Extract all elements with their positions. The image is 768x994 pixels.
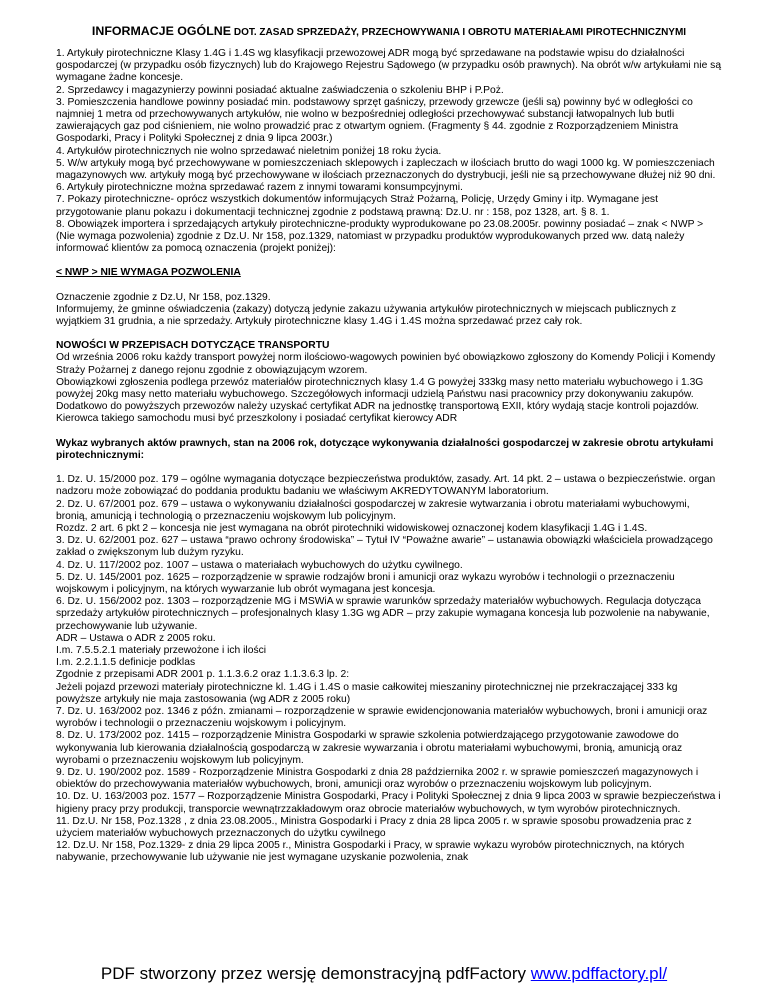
- title-rest: DOT. ZASAD SPRZEDAŻY, PRZECHOWYWANIA I OBROTU MATERIAŁAMI PIROTECHNICZNYMI: [233, 27, 687, 38]
- spacer: [56, 462, 722, 474]
- footer-link[interactable]: www.pdffactory.pl/: [530, 964, 668, 983]
- title-main: INFORMACJE OGÓLNE: [91, 24, 231, 38]
- acts-item: I.m. 2.2.1.1.5 definicje podklas: [56, 657, 196, 669]
- intro-item-1: 1. Artykuły pirotechniczne Klasy 1.4G i 1.4S wg klasyfikacji przewozowej ADR mogą być sprzedawane na podstawie wpisu do działalności gospodarczej (w przypadku osób fizycznych) lub do Krajowego Rejestru Sądowego (w przypadku osób prawnych). Na obrót w/w artykułami nie są wymagane żadne koncesje.: [56, 48, 722, 84]
- acts-list: [56, 474, 722, 865]
- acts-item: 9. Dz. U. 190/2002 poz. 1589 - Rozporządzenie Ministra Gospodarki z dnia 28 października 2002 r. w sprawie pomieszczeń magazynowych i obiektów do przechowywania materiałów wybuchowych, broni, amunicji oraz wyrobów o przeznaczeniu wojskowym lub policyjnym.: [56, 766, 699, 791]
- acts-item: 8. Dz. U. 173/2002 poz. 1415 – rozporządzenie Ministra Gospodarki w sprawie szkolenia potwierdzającego przygotowanie zawodowe do wykonywania lub kierowania działalnością gospodarczą w zakresie wywarzania i obrotu materiałami wybuchowymi, bronią, amunicją oraz wyrobami o przeznaczeniu wojskowym lub policyjnym.: [56, 730, 683, 766]
- intro-item-8: 8. Obowiązek importera i sprzedających artykuły pirotechniczne-produkty wyprodukowane po 23.08.2005r. powinny posiadać – znak < NWP >(Nie wymaga pozwolenia) zgodnie z Dz.U. Nr 158, poz.1329, natomiast w przypadku produktów wyprodukowanych przed ww. datą należy informować klientów za pomocą oznaczenia (projekt poniżej):: [56, 218, 704, 255]
- acts-item: Zgodnie z przepisami ADR 2001 p. 1.1.3.6.2 oraz 1.1.3.6.3 lp. 2:: [56, 669, 350, 681]
- spacer: [56, 255, 722, 267]
- transport-paragraph: Dodatkowo do powyższych przewozów należy uzyskać certyfikat ADR na jednostkę transportową EXII, który wydają stacje kontroli pojazdów. Kierowca takiego samochodu musi być przeszkolony i posiadać certyfikat kierowcy ADR: [56, 401, 699, 425]
- acts-item: 5. Dz. U. 145/2001 poz. 1625 – rozporządzenie w sprawie rodzajów broni i amunicji oraz wykazu wyrobów i technologii o przeznaczeniu wojskowym i policyjnym, na których wywarzanie lub obrót wymagana jest koncesja.: [56, 571, 675, 595]
- footer-text: PDF stworzony przez wersję demonstracyjną pdfFactory: [100, 964, 527, 983]
- intro-item-3: 3. Pomieszczenia handlowe powinny posiadać min. podstawowy sprzęt gaśniczy, przewody grzewcze (jeśli są) powinny być w odległości co najmniej 1 metra od przechowywanych artykułów, nie wolno w bezpośredniej odległości przechowywać substancji łatwopalnych lub butli zawierających gaz pod ciśnieniem, nie wolno prowadzić prac z otwartym ogniem. (Fragmenty § 44. zgodnie z Rozporządzeniem Ministra Gospodarki, Pracy i Polityki Społecznej z dnia 9 lipca 2003r.): [56, 96, 693, 145]
- acts-item: 6. Dz. U. 156/2002 poz. 1303 – rozporządzenie MG i MSWiA w sprawie warunków sprzedaży materiałów wybuchowych. Regulacja dotycząca sprzedaży artykułów pirotechnicznych – profesjonalnych klasy 1.3G wg ADR – przy zakupie wymagana koncesja lub pozwolenie na nabywanie, przechowywanie lub używanie.: [56, 596, 710, 632]
- intro-item-4: 4. Artykułów pirotechnicznych nie wolno sprzedawać nieletnim poniżej 18 roku życia.: [56, 145, 442, 157]
- acts-item: I.m. 7.5.5.2.1 materiały przewożone i ich ilości: [56, 644, 267, 656]
- intro-item-5: 5. W/w artykuły mogą być przechowywane w pomieszczeniach sklepowych i zapleczach w ilościach brutto do wagi 1000 kg. W pomieszczeniach magazynowych ww. artykuły mogą być przechowywane w ilościach przeznaczonych do dystrybucji, jeśli nie są przechowywane dłużej niż 90 dni.: [56, 157, 716, 182]
- acts-item: 10. Dz. U. 163/2003 poz. 1577 – Rozporządzenie Ministra Gospodarki, Pracy i Polityki Społecznej z dnia 9 lipca 2003 w sprawie bezpieczeństwa i higieny pracy przy produkcji, transporcie wewnątrzzakładowym oraz obrocie materiałów wybuchowych, w tym wyrobów pirotechnicznych.: [56, 791, 721, 815]
- acts-item: 7. Dz. U. 163/2002 poz. 1346 z późn. zmianami – rozporządzenie w sprawie ewidencjonowania materiałów wybuchowych, broni i amunicji oraz wyrobów i technologii o przeznaczeniu wojskowym i policyjnym.: [56, 705, 708, 730]
- spacer: [56, 280, 722, 292]
- nwp-heading: < NWP > NIE WYMAGA POZWOLENIA: [56, 267, 241, 279]
- transport-paragraph: Od września 2006 roku każdy transport powyżej norm ilościowo-wagowych powinien być obowiązkowo zgłoszony do Komendy Policji i Komendy Straży Pożarnej z danego rejonu zgodnie z obowiązującym wzorem.: [56, 352, 716, 376]
- acts-item: 3. Dz. U. 62/2001 poz. 627 – ustawa “prawo ochrony środowiska” – Tytuł IV “Poważne awarie” – ustanawia obowiązki właściciela prowadzącego zakład o zwiększonym lub dużym ryzyku.: [56, 535, 713, 559]
- intro-section: [56, 48, 722, 255]
- acts-item: 12. Dz.U. Nr 158, Poz.1329- z dnia 29 lipca 2005 r., Ministra Gospodarki i Pracy, w sprawie wykazu wyrobów pirotechnicznych, na których nabywanie, przechowywanie lub używanie nie jest wymagane uzyskanie pozwolenia, znak: [56, 840, 685, 864]
- acts-item: 11. Dz.U. Nr 158, Poz.1328 , z dnia 23.08.2005., Ministra Gospodarki i Pracy z dnia 28 lipca 2005 r. w sprawie sposobu prowadzenia prac z użyciem materiałów wybuchowych przeznaczonych do użytku cywilnego: [56, 815, 692, 839]
- intro-item-7: 7. Pokazy pirotechniczne- oprócz wszystkich dokumentów informujących Straż Pożarną, Policję, Urzędy Gminy i itp. Wymagane jest przygotowanie planu pokazu i dokumentacji technicznej zgodnie z podstawą prawną: Dz.U. nr : 158, poz 1328, art. § 8. 1.: [56, 194, 658, 218]
- acts-heading: Wykaz wybranych aktów prawnych, stan na 2006 rok, dotyczące wykonywania działalności gospodarczej w zakresie obrotu artykułami pirotechnicznymi:: [56, 437, 714, 461]
- document-page: [56, 24, 722, 865]
- acts-item: Rozdz. 2 art. 6 pkt 2 – koncesja nie jest wymagana na obrót pirotechniki widowiskowej oznaczonej kodem klasyfikacji 1.4G i 1.4S.: [56, 522, 648, 534]
- acts-item: ADR – Ustawa o ADR z 2005 roku.: [56, 632, 216, 644]
- spacer: [56, 328, 722, 340]
- intro-item-6: 6. Artykuły pirotechniczne można sprzedawać razem z innymi towarami konsumpcyjnymi.: [56, 182, 463, 194]
- nwp-paragraph: Informujemy, że gminne oświadczenia (zakazy) dotyczą jedynie zakazu używania artykułów pirotechnicznych w miejscach publicznych z wyjątkiem 31 grudnia, a nie sprzedaży. Artykuły pirotechniczne klasy 1.4G i 1.4S można sprzedawać przez cały rok.: [56, 303, 677, 328]
- spacer: [56, 426, 722, 438]
- pdf-footer: [0, 964, 768, 984]
- transport-heading: NOWOŚCI W PRZEPISACH DOTYCZĄCE TRANSPORTU: [56, 340, 330, 352]
- nwp-paragraph: Oznaczenie zgodnie z Dz.U, Nr 158, poz.1329.: [56, 291, 271, 303]
- acts-item: 2. Dz. U. 67/2001 poz. 679 – ustawa o wykonywaniu działalności gospodarczej w zakresie wytwarzania i obrotu materiałami wybuchowymi, bronią, amunicją i technologią o przeznaczeniu wojskowym lub policyjnym.: [56, 498, 690, 522]
- acts-item: 4. Dz. U. 117/2002 poz. 1007 – ustawa o materiałach wybuchowych do użytku cywilnego.: [56, 559, 463, 571]
- acts-item: Jeżeli pojazd przewozi materiały pirotechniczne kl. 1.4G i 1.4S o masie całkowitej mieszaniny pirotechnicznej nie przekraczającej 333 kg powyższe artykuły nie maja zastosowania (wg ADR z 2005 roku): [56, 681, 678, 705]
- transport-paragraph: Obowiązkowi zgłoszenia podlega przewóz materiałów pirotechnicznych klasy 1.4 G powyżej 333kg masy netto materiału wybuchowego i 1.3G powyżej 20kg masy netto materiału wybuchowego. Szczegółowych informacji udzielą Państwu nasi pracownicy przy dokonywaniu zakupów.: [56, 376, 704, 401]
- acts-item: 1. Dz. U. 15/2000 poz. 179 – ogólne wymagania dotyczące bezpieczeństwa produktów, zasady. Art. 14 pkt. 2 – ustawa o bezpieczeństwie. organ nadzoru może zobowiązać do poddania produktu badaniu we właściwym AKREDYTOWANYM laboratorium.: [56, 474, 716, 498]
- page-title: [56, 24, 722, 40]
- intro-item-2: 2. Sprzedawcy i magazynierzy powinni posiadać aktualne zaświadczenia o szkoleniu BHP i P.Poż.: [56, 84, 504, 96]
